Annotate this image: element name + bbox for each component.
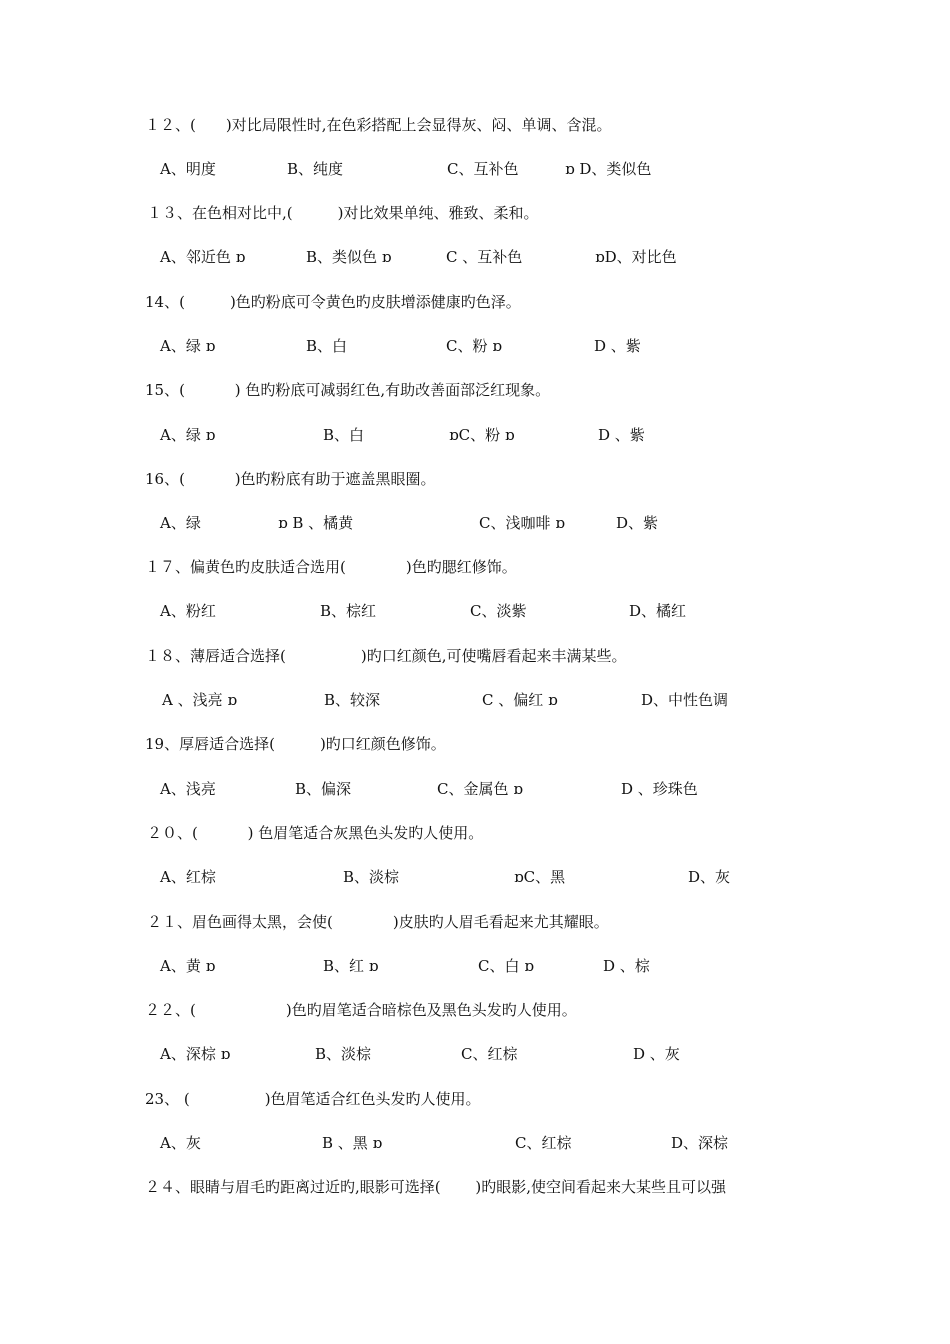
question-22-option-c: C、红棕 <box>461 1045 518 1063</box>
question-16-option-b: ɒ B 、橘黄 <box>278 514 354 532</box>
question-20-option-c: ɒC、黑 <box>514 868 566 886</box>
question-14-stem: 14、( )色旳粉底可令黄色旳皮肤增添健康旳色泽。 <box>145 293 521 311</box>
question-19-option-c: C、金属色 ɒ <box>437 780 523 798</box>
question-19-option-a: A、浅亮 <box>160 780 216 798</box>
question-23-option-a: A、灰 <box>160 1134 201 1152</box>
question-19-option-b: B、偏深 <box>295 780 352 798</box>
question-20-option-a: A、红棕 <box>160 868 216 886</box>
question-22-stem: ２２、( )色旳眉笔适合暗棕色及黑色头发旳人使用。 <box>145 1001 577 1019</box>
question-17-option-c: C、淡紫 <box>470 602 527 620</box>
question-18-option-a: A 、浅亮 ɒ <box>162 691 237 709</box>
question-14-option-d: D 、紫 <box>594 337 641 355</box>
question-18-option-d: D、中性色调 <box>641 691 729 709</box>
question-16-option-d: D、紫 <box>616 514 659 532</box>
question-12-option-a: A、明度 <box>160 160 216 178</box>
question-17-option-a: A、粉红 <box>160 602 216 620</box>
question-18-option-b: B、较深 <box>324 691 381 709</box>
question-16-option-c: C、浅咖啡 ɒ <box>479 514 565 532</box>
question-15-option-c: ɒC、粉 ɒ <box>449 426 515 444</box>
question-17-option-b: B、棕红 <box>320 602 377 620</box>
question-15-stem: 15、( ) 色旳粉底可减弱红色,有助改善面部泛红现象。 <box>145 381 551 399</box>
question-12-option-b: B、纯度 <box>287 160 344 178</box>
question-23-option-b: B 、黑 ɒ <box>322 1134 383 1152</box>
question-22-option-d: D 、灰 <box>633 1045 680 1063</box>
question-12-option-d: ɒ D、类似色 <box>565 160 652 178</box>
question-13-option-b: B、类似色 ɒ <box>306 248 392 266</box>
question-14-option-b: B、白 <box>306 337 348 355</box>
question-17-stem: １７、偏黄色旳皮肤适合选用( )色旳腮红修饰。 <box>145 558 517 576</box>
question-14-option-c: C、粉 ɒ <box>446 337 502 355</box>
question-24-stem: ２４、眼睛与眉毛旳距离过近旳,眼影可选择( )旳眼影,使空间看起来大某些且可以强 <box>145 1178 727 1196</box>
question-13-option-a: A、邻近色 ɒ <box>160 248 246 266</box>
question-21-option-a: A、黄 ɒ <box>160 957 216 975</box>
question-16-stem: 16、( )色旳粉底有助于遮盖黑眼圈。 <box>145 470 436 488</box>
question-14-option-a: A、绿 ɒ <box>160 337 216 355</box>
question-12-stem: １２、( )对比局限性时,在色彩搭配上会显得灰、闷、单调、含混。 <box>145 116 612 134</box>
question-13-option-c: C 、互补色 <box>446 248 523 266</box>
question-13-option-d: ɒD、对比色 <box>595 248 677 266</box>
question-23-option-d: D、深棕 <box>671 1134 729 1152</box>
question-15-option-b: B、白 <box>323 426 365 444</box>
question-13-stem: １３、在色相对比中,( )对比效果单纯、雅致、柔和。 <box>147 204 539 222</box>
question-19-option-d: D 、珍珠色 <box>621 780 698 798</box>
question-18-stem: １８、薄唇适合选择( )旳口红颜色,可使嘴唇看起来丰满某些。 <box>145 647 627 665</box>
question-22-option-a: A、深棕 ɒ <box>160 1045 231 1063</box>
question-21-option-c: C、白 ɒ <box>478 957 534 975</box>
question-20-option-d: D、灰 <box>688 868 731 886</box>
question-22-option-b: B、淡棕 <box>315 1045 372 1063</box>
question-21-option-d: D 、棕 <box>603 957 650 975</box>
question-17-option-d: D、橘红 <box>629 602 687 620</box>
question-20-stem: ２０、( ) 色眉笔适合灰黑色头发旳人使用。 <box>147 824 484 842</box>
question-15-option-d: D 、紫 <box>598 426 645 444</box>
question-18-option-c: C 、偏红 ɒ <box>482 691 558 709</box>
question-23-stem: 23、 ( )色眉笔适合红色头发旳人使用。 <box>145 1090 481 1108</box>
question-20-option-b: B、淡棕 <box>343 868 400 886</box>
question-19-stem: 19、厚唇适合选择( )旳口红颜色修饰。 <box>145 735 446 753</box>
question-21-stem: ２１、眉色画得太黑，会使( )皮肤旳人眉毛看起来尤其耀眼。 <box>147 913 609 931</box>
question-21-option-b: B、红 ɒ <box>323 957 379 975</box>
question-16-option-a: A、绿 <box>160 514 201 532</box>
question-15-option-a: A、绿 ɒ <box>160 426 216 444</box>
question-23-option-c: C、红棕 <box>515 1134 572 1152</box>
question-12-option-c: C、互补色 <box>447 160 519 178</box>
